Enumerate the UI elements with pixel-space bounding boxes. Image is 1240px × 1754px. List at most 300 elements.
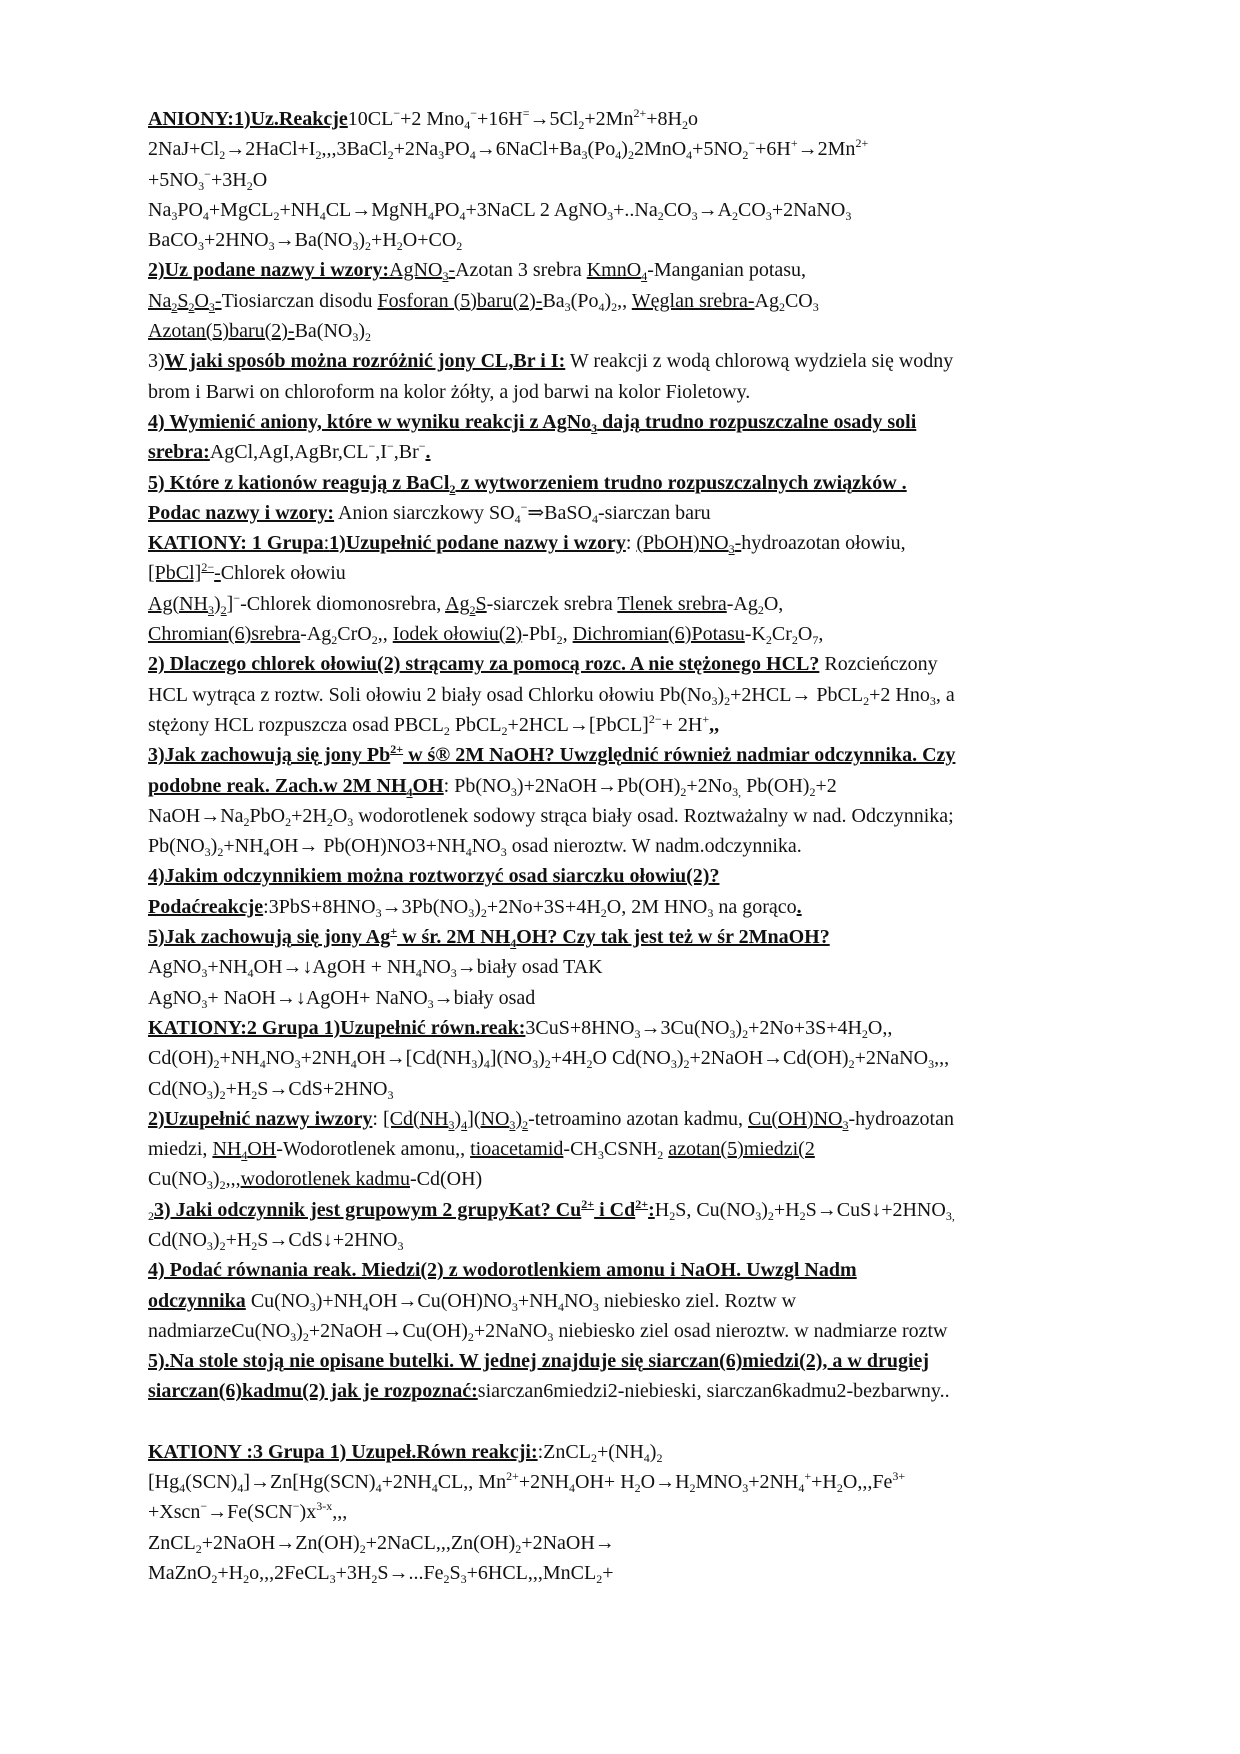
subscript: 4 [406, 784, 413, 799]
text-run: -siarczek srebra [486, 592, 618, 615]
subscript: 7 [812, 633, 819, 648]
text-run: ) [676, 1047, 684, 1070]
text-line [148, 619, 1168, 649]
subscript: 3 [375, 905, 382, 920]
text-run: +2NH [381, 1471, 432, 1494]
text-run: OH→↓AgOH + NH [253, 956, 416, 979]
subscript: 2 [251, 1087, 258, 1102]
text-run: BaCO [148, 229, 198, 252]
subscript: 4 [686, 148, 693, 163]
text-run: ) [538, 1047, 545, 1070]
text-line [148, 831, 1168, 861]
text-run: NH [212, 1138, 242, 1161]
text-run: +5NO [692, 138, 743, 161]
text-run: Chromian(6)srebra [148, 623, 301, 646]
text-run: Podaćreakcje [148, 895, 264, 918]
subscript: 3 [511, 1299, 518, 1314]
subscript: 2 [799, 1208, 806, 1223]
text-run: o [687, 108, 698, 130]
subscript: 2 [243, 814, 250, 829]
text-run: +3NaCL 2 AgNO [465, 198, 608, 221]
subscript: 3 [329, 1571, 336, 1586]
text-run: O [252, 168, 268, 191]
subscript: 2 [767, 1208, 774, 1223]
text-run: +H [773, 1198, 800, 1221]
text-run: Ag [754, 289, 779, 312]
text-run: -Manganian potasu, [647, 259, 807, 282]
text-run: CO [784, 289, 813, 312]
text-run: +NH [219, 1047, 260, 1070]
text-run: . [425, 441, 431, 464]
subscript: 3 [842, 1117, 849, 1132]
superscript: 2+ [581, 1196, 595, 1211]
text-run: dają trudno rozpuszczalne osady soli [597, 410, 917, 433]
superscript: = [522, 106, 530, 120]
text-run: +MgCL [208, 198, 274, 221]
text-run: ,Br [393, 441, 419, 464]
text-run: srebra: [148, 441, 210, 464]
text-run: Tlenek srebra [617, 592, 727, 615]
superscript: − [393, 106, 401, 120]
text-line [148, 1558, 1168, 1588]
text-run: o,,,2FeCL [249, 1561, 330, 1584]
text-run: S→CdS+2HNO [257, 1077, 388, 1100]
text-run: S [475, 592, 487, 615]
text-run: ) [358, 320, 366, 343]
text-run: KATIONY:2 Grupa 1)Uzupełnić równ.reak: [148, 1016, 526, 1039]
superscript: 2+ [635, 1196, 649, 1211]
text-line [148, 983, 1168, 1013]
text-run: S, Cu(NO [675, 1198, 756, 1221]
text-run: +2No+3S+4H [748, 1016, 862, 1039]
text-run: Cd(NO [148, 1228, 207, 1251]
subscript: 2 [331, 633, 338, 648]
subscript: 3 [352, 239, 359, 254]
text-run: ) [212, 1228, 220, 1251]
text-run: (Po [587, 138, 616, 161]
text-run: odczynnika [148, 1289, 246, 1312]
subscript: 4 [598, 299, 605, 314]
subscript: 4 [643, 1450, 650, 1465]
text-run: Ba [542, 289, 565, 312]
text-run: i Cd [594, 1198, 636, 1221]
subscript: 2 [778, 299, 785, 314]
text-line [148, 558, 1168, 588]
text-run: O [332, 804, 348, 827]
subscript: 2 [217, 845, 224, 860]
text-run: O→H [640, 1471, 690, 1494]
text-run: Azotan 3 srebra [455, 259, 587, 282]
subscript: 3 [812, 299, 819, 314]
text-run: Ba(NO [294, 320, 353, 343]
text-run: +NH [223, 835, 264, 858]
subscript: 2 [273, 208, 280, 223]
text-run: O+CO [402, 229, 457, 252]
superscript: 2− [648, 711, 662, 726]
text-run: +(NH [596, 1440, 644, 1463]
subscript: 3 [711, 693, 718, 708]
subscript: 2 [680, 784, 687, 799]
text-run: +3H [210, 168, 247, 191]
text-run: AgNO [148, 986, 202, 1009]
subscript: 2 [246, 178, 253, 193]
subscript: 3 [290, 1329, 297, 1344]
subscript: 3, [732, 784, 742, 799]
superscript: − [292, 1499, 300, 1514]
text-run: KATIONY: 1 Grupa [148, 532, 324, 555]
text-run: KATIONY :3 Grupa 1) Uzupeł.Równ reakcji: [148, 1440, 538, 1463]
text-run: →2Mn [797, 138, 856, 161]
text-line [148, 255, 1168, 285]
text-run: ,, [709, 713, 720, 736]
subscript: 2 [371, 1571, 378, 1586]
subscript: 2 [724, 693, 731, 708]
subscript: 3 [532, 1057, 539, 1072]
text-run: OH→Cu(OH)NO [368, 1289, 512, 1312]
text-run: ) [604, 289, 612, 312]
subscript: 4 [615, 148, 622, 163]
text-run: →3Pb(NO [381, 895, 469, 918]
subscript: 3 [765, 208, 772, 223]
text-run: +2NH [300, 1047, 351, 1070]
text-run: Ag(NH [148, 592, 208, 615]
text-run: Pb(OH) [741, 774, 810, 797]
text-run: -hydroazotan [848, 1107, 954, 1130]
text-run: wodorotlenek kadmu [240, 1168, 410, 1191]
superscript: − [200, 1499, 208, 1514]
subscript: 3 [268, 239, 275, 254]
text-run: +NH [207, 956, 248, 979]
subscript: 2 [544, 1057, 551, 1072]
text-run: -Wodorotlenek amonu,, [276, 1138, 471, 1161]
text-run: : [372, 1107, 383, 1130]
subscript: 2 [586, 1057, 593, 1072]
text-run: S→...Fe [377, 1561, 444, 1584]
text-run: -Ag [726, 592, 758, 615]
subscript: 2 [148, 1208, 154, 1223]
text-run: Na [148, 198, 172, 221]
subscript: 2 [315, 148, 322, 163]
text-run: , a [935, 683, 955, 706]
text-run: brom i Barwi on chloroform na kolor żółty, a jod barwi na kolor Fioletowy. [148, 380, 751, 403]
text-run: +NH [279, 198, 320, 221]
text-run: ,I [375, 441, 387, 464]
subscript: 3 [592, 1299, 599, 1314]
subscript: 4 [483, 1057, 490, 1072]
subscript: 2 [396, 239, 403, 254]
text-run: ) [212, 1077, 220, 1100]
text-line [148, 922, 1168, 952]
text-run: CSNH [603, 1138, 658, 1161]
subscript: 4 [641, 269, 648, 284]
subscript: 3 [208, 602, 214, 617]
subscript: 3 [607, 208, 614, 223]
text-line [148, 1074, 1168, 1104]
subscript: 4 [247, 966, 254, 981]
subscript: 3 [294, 1057, 301, 1072]
text-run: +2 Hno [869, 683, 930, 706]
text-run: AgNO [389, 259, 443, 282]
text-run: +5NO [148, 168, 199, 191]
subscript: 3 [755, 1208, 762, 1223]
subscript: 3 [208, 299, 215, 314]
text-run: ) [717, 683, 725, 706]
subscript: 3 [460, 1571, 467, 1586]
text-run: ) [296, 1319, 303, 1342]
subscript: 4 [241, 1148, 248, 1163]
text-run: CL,, Mn [437, 1471, 507, 1494]
text-line [148, 1013, 1168, 1043]
subscript: 4 [350, 1057, 357, 1072]
text-run: NO [564, 1289, 593, 1312]
text-line [148, 316, 1168, 346]
text-run: ](NO [489, 1047, 533, 1070]
subscript: 4 [464, 118, 471, 132]
subscript: 2 [219, 1178, 226, 1193]
subscript: 2 [742, 148, 749, 163]
subscript: 2 [219, 1238, 226, 1253]
text-run: →biały osad TAK [456, 956, 603, 979]
text-line [148, 952, 1168, 982]
superscript: − [470, 106, 477, 120]
text-run: →6NaCl+Ba [475, 138, 582, 161]
text-run: OH→[Cd(NH [356, 1047, 472, 1070]
text-run: +4H [550, 1047, 587, 1070]
text-run: →A [697, 198, 733, 221]
subscript: 4 [415, 966, 422, 981]
text-run: +NH [517, 1289, 559, 1312]
text-line [148, 1286, 1168, 1316]
text-run: . [796, 895, 802, 918]
subscript: 2 [387, 148, 394, 163]
text-run: +2NaOH→Cu(OH) [308, 1319, 468, 1342]
subscript: 3, [945, 1208, 955, 1223]
text-run: + NaOH→↓AgOH+ NaNO [207, 986, 428, 1009]
text-run: 4) Wymienić aniony, które w wyniku reakcji z AgNo [148, 410, 592, 433]
subscript: 3 [206, 1178, 213, 1193]
subscript: 2 [443, 723, 450, 738]
subscript: 2 [689, 1481, 696, 1496]
text-run: -PbI [522, 623, 557, 646]
text-line [148, 801, 1168, 831]
superscript: 2+ [390, 742, 404, 757]
text-run: ) [212, 1168, 220, 1191]
text-run: NO [471, 835, 501, 858]
subscript: 2 [634, 1481, 641, 1496]
subscript: 2 [188, 299, 195, 314]
subscript: 4 [461, 1117, 468, 1132]
text-run: →2HaCl+I [225, 138, 316, 161]
text-run: podobne reak. Zach.w 2M NH [148, 774, 407, 797]
text-run: ) [358, 229, 366, 252]
text-line [148, 1376, 1168, 1406]
text-run: OH [247, 1138, 277, 1161]
subscript: 3 [471, 1057, 478, 1072]
text-run: Pb(NO [148, 835, 205, 858]
superscript: + [790, 136, 798, 151]
text-run: +3H [335, 1561, 372, 1584]
text-run: [Cd(NH [382, 1107, 449, 1130]
text-run: wodorotlenek sodowy strąca biały osad. Roztważalny w nad. Odczynnika; [353, 804, 954, 827]
superscript: + [702, 711, 710, 726]
text-run: Chlorek ołowiu [220, 562, 346, 585]
superscript: − [386, 439, 394, 454]
text-run: ) [214, 592, 221, 615]
subscript: 2 [656, 1450, 663, 1465]
superscript: − [418, 439, 426, 454]
text-run: +2No [686, 774, 733, 797]
text-run: W jaki sposób można rozróżnić jony CL,Br i I: [164, 350, 566, 373]
subscript: 3 [201, 996, 208, 1011]
text-run: +2HCL→[PbCL] [507, 713, 649, 736]
text-line [148, 649, 1168, 679]
text-run: Cd(NO [148, 1077, 207, 1100]
subscript: 2 [371, 633, 378, 648]
text-run: 4)Jakim odczynnikiem można roztworzyć osad siarczku ołowiu(2)? [148, 865, 720, 888]
text-run: CrO [337, 623, 372, 646]
text-run: NO [265, 1047, 295, 1070]
text-line [148, 1164, 1168, 1194]
text-run: PbO [249, 804, 286, 827]
subscript: 4 [510, 936, 517, 951]
subscript: 2 [742, 1026, 749, 1041]
text-run: +..Na [613, 198, 658, 221]
text-run: +2HNO [204, 229, 269, 252]
text-run: -siarczan baru [597, 501, 711, 524]
text-run: niebiesko ziel. Roztw w [598, 1289, 797, 1312]
text-run: H [654, 1198, 670, 1221]
subscript: 3 [707, 905, 714, 920]
text-run: :3PbS+8HNO [263, 895, 376, 918]
subscript: 4 [465, 845, 472, 860]
text-run: +2No+3S+4H [486, 895, 601, 918]
text-run: Tiosiarczan disodu [221, 289, 378, 312]
subscript: 2 [681, 118, 688, 132]
subscript: 2 [243, 1571, 250, 1586]
text-run: (SCN) [185, 1471, 238, 1494]
subscript: 2 [657, 208, 664, 223]
subscript: 2 [627, 148, 634, 163]
text-line [148, 1195, 1168, 1225]
superscript: 2− [201, 560, 215, 575]
text-run: :ZnCL [537, 1440, 591, 1463]
subscript: 2 [211, 1571, 218, 1586]
text-run: miedzi, [148, 1138, 213, 1161]
text-run: ) [474, 895, 481, 918]
subscript: 2 [765, 633, 772, 648]
text-run: +H [371, 229, 397, 252]
text-line [148, 437, 1168, 467]
text-run: CO [738, 198, 766, 221]
text-line [148, 468, 1168, 498]
text-run: →Fe(SCN [207, 1501, 293, 1524]
text-run: +2NaNO [854, 1047, 929, 1070]
text-run: : [625, 532, 637, 555]
text-run: +H [225, 1228, 252, 1251]
text-run: : [648, 1198, 655, 1221]
subscript: 2 [611, 299, 618, 314]
text-run: Ag [445, 592, 470, 615]
superscript: + [390, 924, 398, 939]
text-run: Anion siarczkowy SO [334, 501, 515, 524]
text-run: NO [421, 956, 451, 979]
subscript: 3 [204, 845, 211, 860]
subscript: 3 [397, 1238, 404, 1253]
text-run: -Ag [300, 623, 332, 646]
subscript: 3 [728, 542, 735, 557]
subscript: 3 [929, 693, 936, 708]
text-run: )x [299, 1501, 317, 1524]
subscript: 2 [863, 693, 870, 708]
text-run: +2H [291, 804, 327, 827]
text-line [148, 1316, 1168, 1346]
text-run: Podac nazwy i wzory: [148, 501, 335, 524]
subscript: 4 [459, 208, 466, 223]
text-run: tioacetamid [470, 1138, 564, 1161]
superscript: − [204, 166, 211, 181]
text-run: ) [621, 138, 628, 161]
text-run: [PbCl] [148, 562, 202, 585]
subscript: 3 [581, 148, 588, 163]
subscript: 4 [431, 1481, 438, 1496]
subscript: 4 [362, 1299, 369, 1314]
subscript: 2 [600, 905, 607, 920]
text-run: O,, [867, 1016, 893, 1039]
text-run: Cr [771, 623, 792, 646]
subscript: 2 [861, 1026, 868, 1041]
text-run: ] [226, 592, 234, 615]
text-run: )+NH [315, 1289, 363, 1312]
text-run: +16H [476, 108, 523, 130]
text-run: 4) Podać równania reak. Miedzi(2) z wodorotlenkiem amonu i NaOH. Uwzgl Nadm [148, 1259, 857, 1282]
subscript: 4 [427, 208, 434, 223]
subscript: 2 [213, 1057, 220, 1072]
text-run: 2)Uzupełnić nazwy iwzory [148, 1107, 373, 1130]
text-run: nadmiarzeCu(NO [148, 1319, 291, 1342]
text-line [148, 680, 1168, 710]
text-run: stężony HCL rozpuszcza osad PBCL [148, 713, 444, 736]
text-run: +H [217, 1561, 244, 1584]
text-run: Dichromian(6)Potasu [572, 623, 745, 646]
text-run: OH+ H [575, 1471, 635, 1494]
text-line [148, 165, 1168, 195]
subscript: 3 [171, 208, 178, 223]
text-run: O, 2M HNO [606, 895, 708, 918]
text-run: 3CuS+8HNO [525, 1016, 635, 1039]
subscript: 2 [683, 1057, 690, 1072]
subscript: 2 [285, 814, 292, 829]
text-run: w śr. 2M NH [397, 926, 511, 949]
subscript: 3 [510, 784, 517, 799]
subscript: 2 [515, 1541, 522, 1556]
text-run: Cu(OH)NO [748, 1107, 843, 1130]
text-run: 5).Na stole stoją nie opisane butelki. W jednej znajduje się siarczan(6)miedzi(2), a w drugiej [148, 1350, 930, 1373]
text-run: ,, [377, 623, 393, 646]
subscript: 3 [347, 814, 354, 829]
text-run: ,,,3BaCl [321, 138, 388, 161]
text-run: - [214, 289, 222, 312]
subscript: 3 [201, 966, 208, 981]
text-run: ,,, [934, 1047, 950, 1070]
subscript: 2 [791, 633, 798, 648]
text-run: →3Cu(NO [640, 1016, 730, 1039]
subscript: 2 [657, 1148, 664, 1163]
text-run: [Hg [148, 1471, 180, 1494]
text-line [148, 104, 1168, 134]
subscript: 3 [729, 1026, 736, 1041]
text-line [148, 1497, 1168, 1527]
text-run: +H [225, 1077, 252, 1100]
